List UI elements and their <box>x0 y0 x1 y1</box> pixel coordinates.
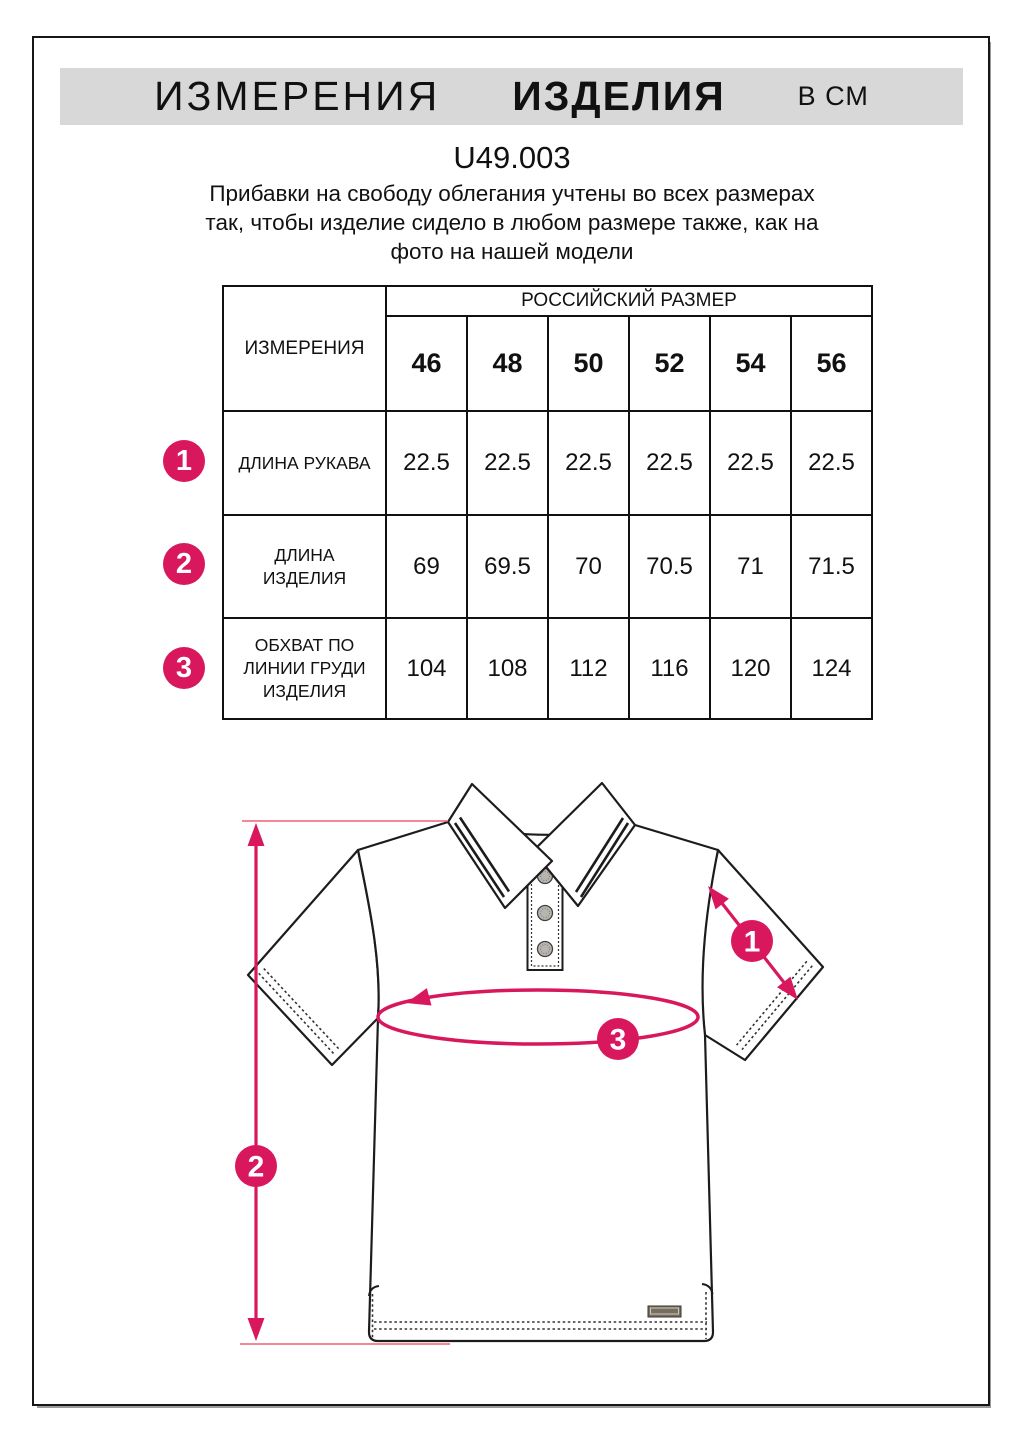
svg-text:2: 2 <box>247 1150 265 1184</box>
product-code: U49.003 <box>453 140 571 175</box>
measure-1-badge: 1 <box>163 440 205 482</box>
cell-value: 70.5 <box>629 515 710 618</box>
title-product: ИЗДЕЛИЯ <box>512 73 726 119</box>
row-label: ДЛИНА ИЗДЕЛИЯ <box>223 515 386 618</box>
cell-value: 108 <box>467 618 548 719</box>
size-table <box>222 285 873 720</box>
size-col-header: 52 <box>629 316 710 411</box>
title-measurements: ИЗМЕРЕНИЯ <box>154 73 441 119</box>
table-corner-label: ИЗМЕРЕНИЯ <box>223 286 386 411</box>
size-col-header: 56 <box>791 316 872 411</box>
table-row <box>223 515 872 618</box>
diagram-3-badge <box>597 1018 639 1060</box>
cell-value: 22.5 <box>467 411 548 515</box>
cell-value: 22.5 <box>710 411 791 515</box>
cell-value: 71 <box>710 515 791 618</box>
left-sleeve <box>248 850 379 1065</box>
size-col-header: 50 <box>548 316 629 411</box>
title-bar <box>60 68 963 125</box>
cell-value: 69 <box>386 515 467 618</box>
table-row <box>223 411 872 515</box>
svg-text:3: 3 <box>609 1023 627 1057</box>
cell-value: 112 <box>548 618 629 719</box>
size-col-header: 48 <box>467 316 548 411</box>
size-col-header: 46 <box>386 316 467 411</box>
placket-buttons <box>538 869 553 957</box>
note-line-1: Прибавки на свободу облегания учтены во всех размерах <box>209 181 815 206</box>
measure-3-badge: 3 <box>163 647 205 689</box>
svg-text:1: 1 <box>743 925 761 959</box>
note-line-2: так, чтобы изделие сидело в любом размере также, как на <box>205 210 819 235</box>
garment-diagram <box>0 740 1024 1400</box>
table-row <box>223 618 872 719</box>
cell-value: 116 <box>629 618 710 719</box>
note-line-3: фото на нашей модели <box>390 239 634 264</box>
cell-value: 71.5 <box>791 515 872 618</box>
length-arrowhead-top <box>248 823 265 846</box>
cell-value: 104 <box>386 618 467 719</box>
cell-value: 124 <box>791 618 872 719</box>
size-col-header: 54 <box>710 316 791 411</box>
cell-value: 120 <box>710 618 791 719</box>
row-label: ОБХВАТ ПО ЛИНИИ ГРУДИ ИЗДЕЛИЯ <box>223 618 386 719</box>
title-units: В СМ <box>797 81 869 111</box>
cell-value: 22.5 <box>386 411 467 515</box>
cell-value: 22.5 <box>791 411 872 515</box>
cell-value: 22.5 <box>548 411 629 515</box>
diagram-1-badge <box>731 920 773 962</box>
diagram-2-badge <box>235 1145 277 1187</box>
row-label: ДЛИНА РУКАВА <box>223 411 386 515</box>
product-note <box>162 179 862 266</box>
cell-value: 22.5 <box>629 411 710 515</box>
cell-value: 69.5 <box>467 515 548 618</box>
measure-2-badge: 2 <box>163 543 205 585</box>
cell-value: 70 <box>548 515 629 618</box>
table-group-header: РОССИЙСКИЙ РАЗМЕР <box>386 286 872 316</box>
length-arrowhead-bottom <box>248 1318 265 1341</box>
